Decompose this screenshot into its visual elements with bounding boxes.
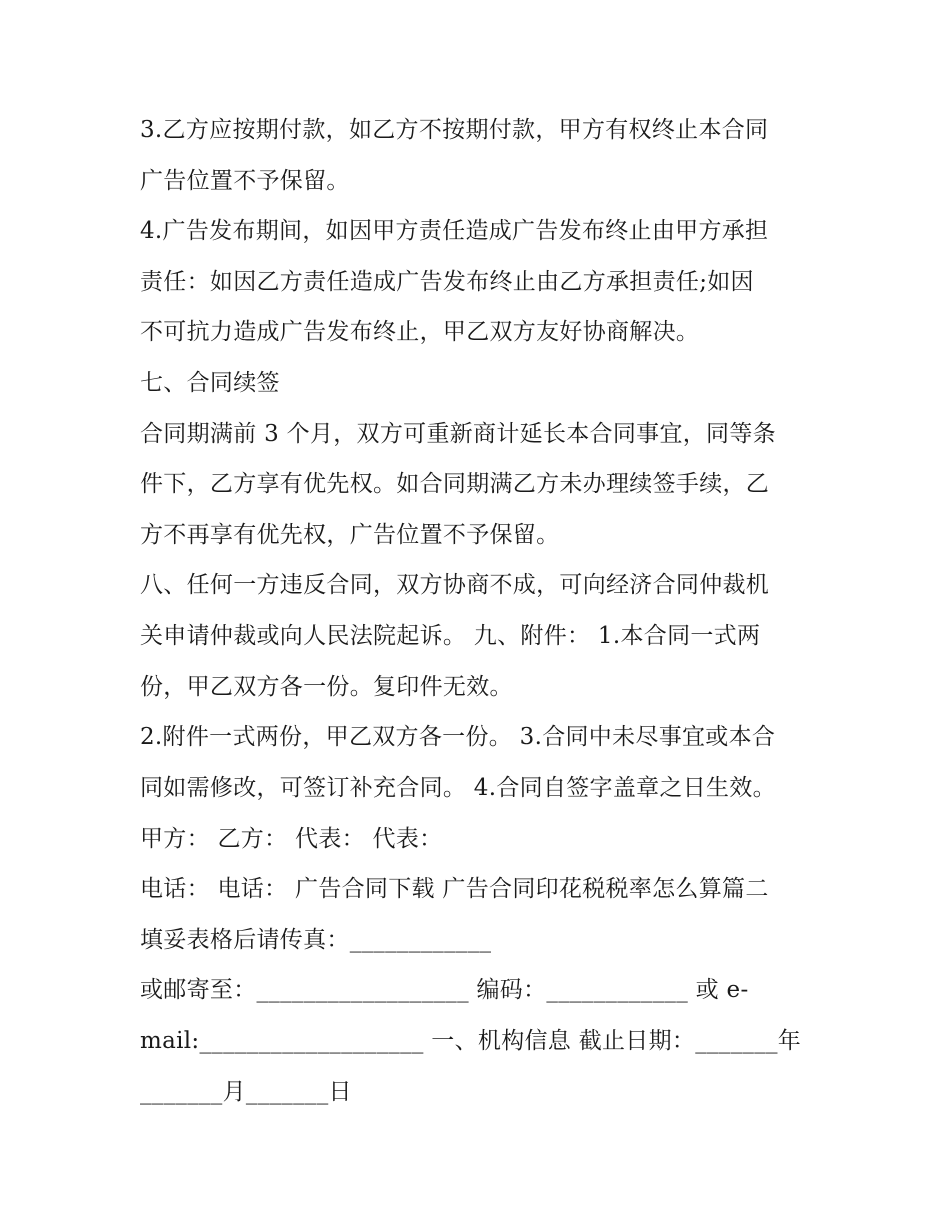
fax-line: 填妥表格后请传真：____________	[140, 927, 492, 953]
signature-line: 甲方： 乙方： 代表： 代表：	[140, 826, 443, 852]
text-line-8: 件下，乙方享有优先权。如合同期满乙方未办理续签手续，乙	[140, 471, 770, 497]
section-heading-renewal: 七、合同续签	[140, 370, 280, 396]
email-line: mail:___________________ 一、机构信息 截止日期：_______年	[140, 1028, 802, 1054]
text-line-13: 2.附件一式两份，甲乙双方各一份。 3.合同中未尽事宜或本合	[140, 724, 776, 750]
text-line-1: 3.乙方应按期付款，如乙方不按期付款，甲方有权终止本合同	[140, 117, 769, 143]
text-line-3: 4.广告发布期间，如因甲方责任造成广告发布终止由甲方承担	[140, 218, 769, 244]
text-line-4: 责任：如因乙方责任造成广告发布终止由乙方承担责任;如因	[140, 269, 754, 295]
text-line-11: 关申请仲裁或向人民法院起诉。 九、附件： 1.本合同一式两	[140, 623, 761, 649]
text-line-14: 同如需修改，可签订补充合同。 4.合同自签字盖章之日生效。	[140, 775, 776, 801]
text-line-10: 八、任何一方违反合同，双方协商不成，可向经济合同仲裁机	[140, 572, 770, 598]
text-line-2: 广告位置不予保留。	[140, 168, 350, 194]
text-line-12: 份，甲乙双方各一份。复印件无效。	[140, 674, 513, 700]
date-line: _______月_______日	[140, 1079, 352, 1105]
mail-address-line: 或邮寄至：__________________ 编码：____________ 或 e-	[140, 977, 749, 1003]
text-line-7: 合同期满前 3 个月，双方可重新商计延长本合同事宜，同等条	[140, 421, 776, 447]
text-line-5: 不可抗力造成广告发布终止，甲乙双方友好协商解决。	[140, 319, 700, 345]
text-line-9: 方不再享有优先权，广告位置不予保留。	[140, 522, 560, 548]
phone-line: 电话： 电话： 广告合同下载 广告合同印花税税率怎么算篇二	[140, 876, 769, 902]
